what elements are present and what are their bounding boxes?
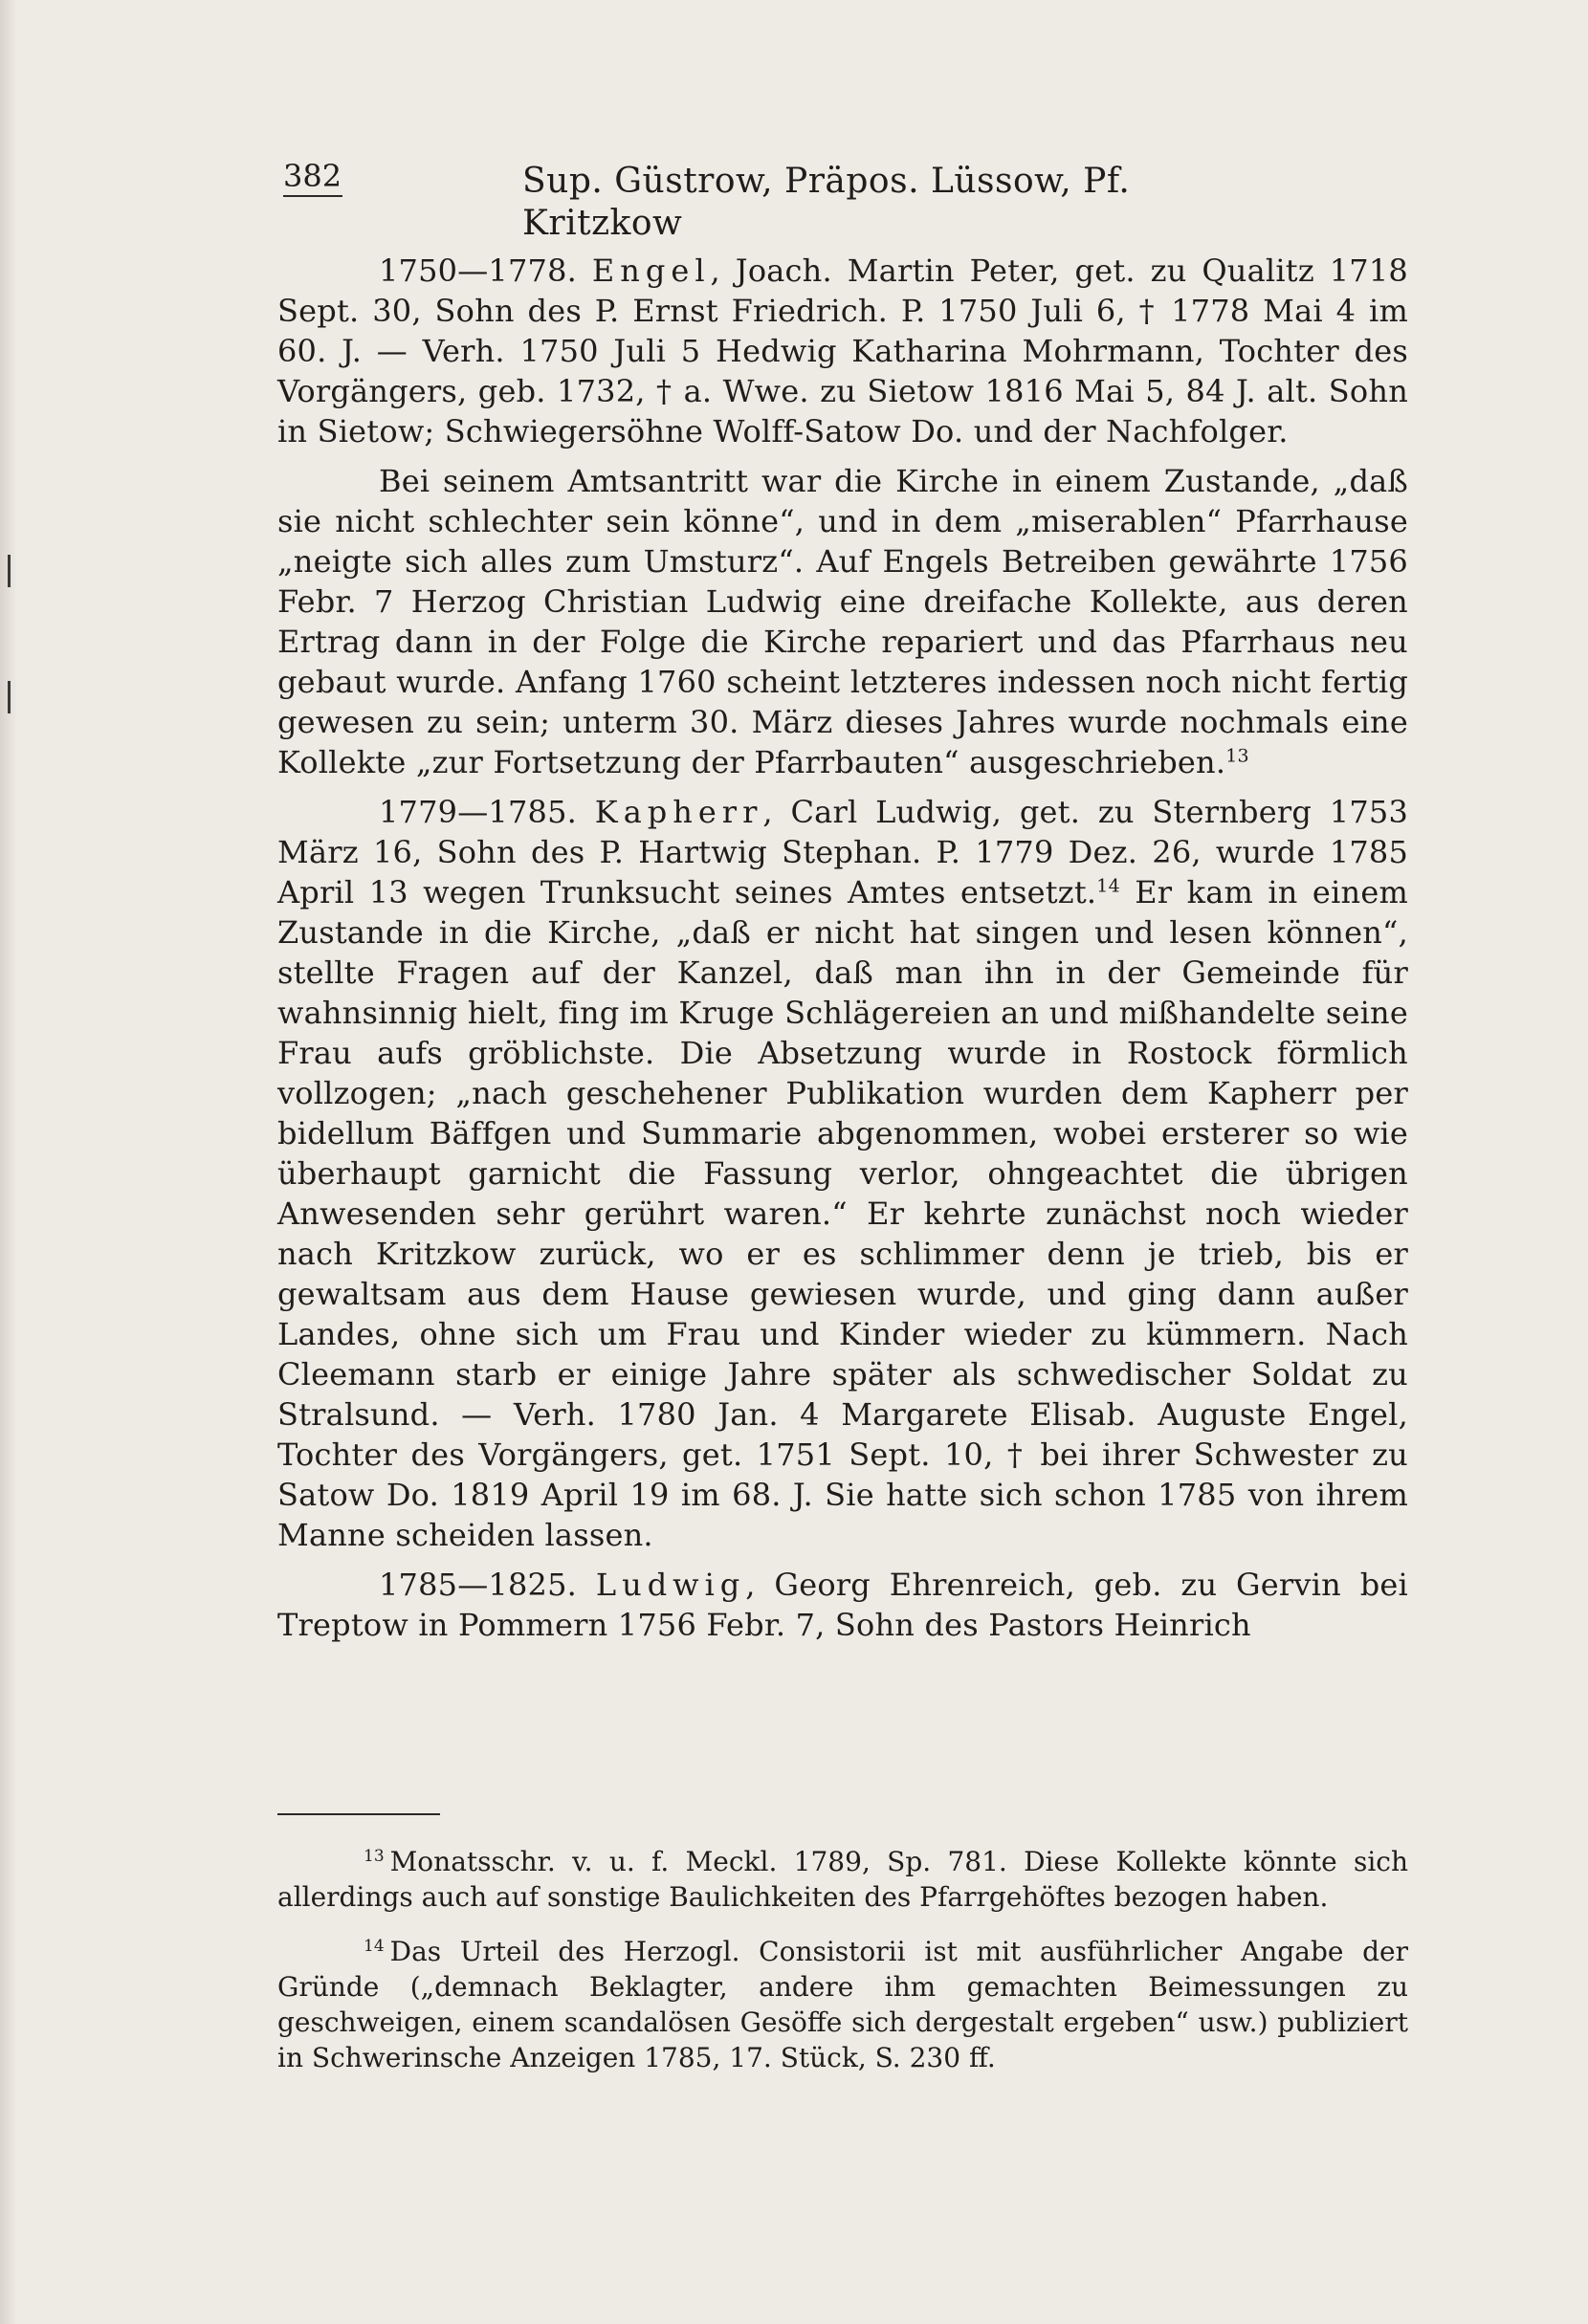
footnote-text: Monatsschr. v. u. f. Meckl. 1789, Sp. 781. Diese Kollekte könnte sich allerdings auch auf sonstige Baulichkeiten des Pfarrgehöftes bezogen haben.	[277, 1846, 1408, 1913]
page-header	[283, 153, 1272, 243]
page-number: 382	[283, 158, 342, 194]
footnote-number: 14	[364, 1936, 385, 1956]
entry-text-continued: Er kam in einem Zustande in die Kirche, „daß er nicht hat singen und lesen können“, stellte Fragen auf der Kanzel, daß man ihn in der Gemeinde für wahnsinnig hielt, fing im Kruge Schlägereien an und mißhandelte seine Frau aufs gröblichste. Die Absetzung wurde in Rostock förmlich vollzogen; „nach geschehener Publikation wurden dem Kapherr per bidellum Bäffgen und Summarie abgenommen, wobei ersterer so wie überhaupt garnicht die Fassung verlor, ohngeachtet die übrigen Anwesenden sehr gerührt waren.“ Er kehrte zunächst noch wieder nach Kritzkow zurück, wo er es schlimmer denn je trieb, bis er gewaltsam aus dem Hause gewiesen wurde, und ging dann außer Landes, ohne sich um Frau und Kinder wieder zu kümmern. Nach Cleemann starb er einige Jahre später als schwedischer Soldat zu Stralsund. — Verh. 1780 Jan. 4 Margarete Elisab. Auguste Engel, Tochter des Vorgängers, get. 1751 Sept. 10, † bei ihrer Schwester zu Satow Do. 1819 April 19 im 68. J. Sie hatte sich schon 1785 von ihrem Manne scheiden lassen.	[277, 874, 1408, 1553]
entry-ludwig	[277, 1565, 1408, 1645]
page-left-edge	[0, 0, 17, 2324]
entry-text: , Joach. Martin Peter, get. zu Qualitz 1718 Sept. 30, Sohn des P. Ernst Friedrich. P. 1750 Juli 6, † 1778 Mai 4 im 60. J. — Verh. 1750 Juli 5 Hedwig Katharina Mohrmann, Tochter des Vorgängers, geb. 1732, † a. Wwe. zu Sietow 1816 Mai 5, 84 J. alt. Sohn in Sietow; Schwiegersöhne Wolff-Satow Do. und der Nachfolger.	[277, 252, 1408, 449]
entry-years: 1750—1778.	[379, 252, 578, 289]
footnote-ref: 14	[1096, 875, 1120, 897]
entry-engel	[277, 251, 1408, 451]
entry-text: , Carl Ludwig, get. zu Sternberg 1753 März 16, Sohn des P. Hartwig Stephan. P. 1779 Dez. 26, wurde 1785 April 13 wegen Trunksucht seines Amtes entsetzt.	[277, 794, 1409, 910]
entry-years: 1785—1825.	[379, 1567, 578, 1603]
main-text	[277, 251, 1408, 1655]
entry-name: Kapherr	[594, 794, 763, 830]
paragraph-church-condition	[277, 461, 1408, 782]
margin-mark	[8, 681, 11, 713]
header-underline	[283, 195, 342, 197]
footnotes	[277, 1844, 1408, 2094]
entry-name: Ludwig	[595, 1567, 746, 1603]
entry-text: , Georg Ehrenreich, geb. zu Gervin bei Treptow in Pommern 1756 Febr. 7, Sohn des Pastors Heinrich	[277, 1567, 1408, 1643]
entry-name: Engel	[591, 252, 711, 289]
footnote-13	[277, 1844, 1408, 1915]
paragraph-text: Bei seinem Amtsantritt war die Kirche in einem Zustande, „daß sie nicht schlechter sein könne“, und in dem „miserablen“ Pfarrhause „neigte sich alles zum Umsturz“. Auf Engels Betreiben gewährte 1756 Febr. 7 Herzog Christian Ludwig eine dreifache Kollekte, aus deren Ertrag dann in der Folge die Kirche repariert und das Pfarrhaus neu gebaut wurde. Anfang 1760 scheint letzteres indessen noch nicht fertig gewesen zu sein; unterm 30. März dieses Jahres wurde nochmals eine Kollekte „zur Fortsetzung der Pfarrbauten“ ausgeschrieben.	[277, 463, 1408, 780]
entry-kapherr	[277, 792, 1408, 1555]
footnote-divider	[277, 1813, 440, 1815]
footnote-number: 13	[364, 1846, 385, 1866]
footnote-ref: 13	[1225, 745, 1249, 767]
footnote-14	[277, 1934, 1408, 2075]
margin-mark	[8, 555, 11, 587]
running-head: Sup. Güstrow, Präpos. Lüssow, Pf. Kritzkow	[522, 162, 1131, 243]
footnote-text: Das Urteil des Herzogl. Consistorii ist mit ausführlicher Angabe der Gründe („demnach Beklagter, andere ihm gemachten Beimessungen zu geschweigen, einem scandalösen Gesöffe sich dergestalt ergeben“ usw.) publiziert in Schwerinsche Anzeigen 1785, 17. Stück, S. 230 ff.	[277, 1936, 1408, 2073]
entry-years: 1779—1785.	[379, 794, 578, 830]
